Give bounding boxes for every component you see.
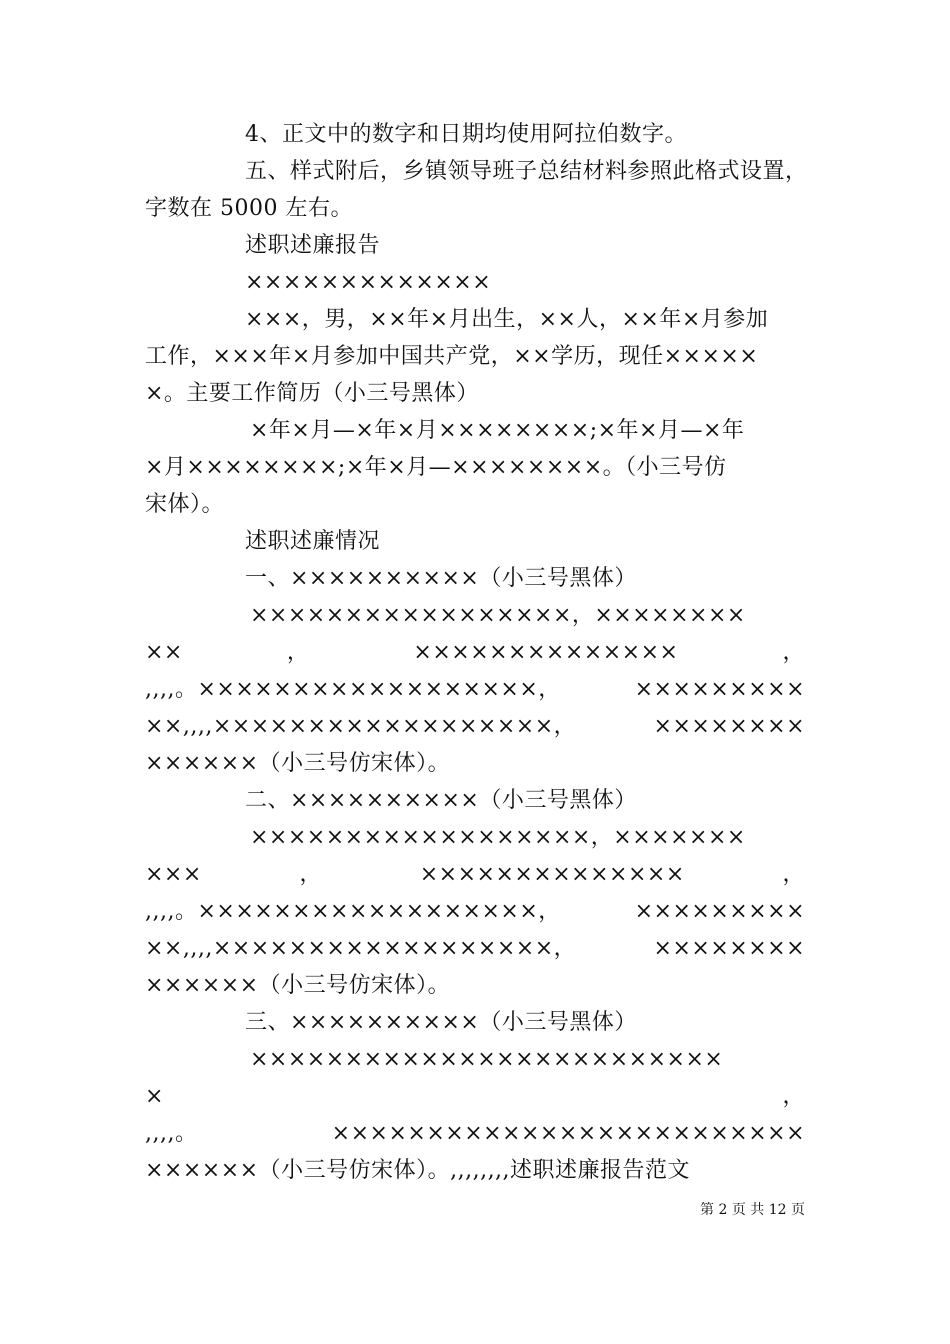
para-line: ×××，男，××年×月出生，××人，××年×月参加: [245, 307, 769, 332]
line-segment: ，: [286, 640, 310, 665]
section-heading-1: 一、××××××××××（小三号黑体）: [245, 566, 637, 591]
line-segment: ，: [782, 862, 805, 887]
line-segment: ××××××××: [653, 936, 805, 961]
line-segment: ××: [145, 640, 183, 665]
para-line: ×年×月—×年×月××××××××;×年×月—×年: [250, 418, 745, 443]
section-heading-3: 三、××××××××××（小三号黑体）: [245, 1010, 637, 1035]
para-line: [145, 675, 805, 705]
para-line: ×。主要工作简历（小三号黑体）: [145, 381, 479, 406]
page-footer: 第 2 页 共 12 页: [700, 1202, 805, 1218]
para-line: [145, 1082, 805, 1112]
line-segment: ,,,,。: [145, 1121, 198, 1146]
para-line: ××××××（小三号仿宋体）。: [145, 973, 451, 998]
para-line: 宋体）。: [145, 492, 225, 517]
para-line: ××××××××××××××××××，×××××××: [250, 825, 746, 850]
para-line: 字数在 5000 左右。: [145, 196, 353, 221]
line-segment: ×××××××××: [634, 899, 805, 924]
para-line: 4、正文中的数字和日期均使用阿拉伯数字。: [245, 122, 687, 147]
heading-report: 述职述廉报告: [245, 233, 381, 258]
para-line: 工作，×××年×月参加中国共产党，××学历，现任×××××: [145, 344, 759, 369]
line-segment: ，: [782, 640, 805, 665]
line-segment: ×××××××××: [634, 677, 805, 702]
line-segment: ×××××××××××××××××××××××××: [331, 1121, 805, 1146]
line-segment: ×: [145, 1084, 164, 1109]
para-line: ×××××××××××××××××，××××××××: [250, 603, 746, 628]
line-segment: ，: [299, 862, 323, 887]
para-line: ×月××××××××;×年×月—××××××××。（小三号仿: [145, 455, 727, 480]
para-line: [145, 638, 805, 668]
para-line: ××××××（小三号仿宋体）。,,,,,,,,述职述廉报告范文: [145, 1158, 691, 1183]
line-segment: ×××: [145, 862, 202, 887]
para-line: [145, 934, 805, 964]
para-line: ×××××××××××××××××××××××××: [250, 1047, 724, 1072]
line-segment: ,,,,。××××××××××××××××××，: [145, 899, 561, 924]
line-segment: ，: [782, 1084, 805, 1109]
line-segment: ××,,,,××××××××××××××××××，: [145, 714, 577, 739]
para-line: [145, 860, 805, 890]
para-line: 五、样式附后，乡镇领导班子总结材料参照此格式设置，: [245, 159, 808, 184]
line-segment: ××××××××: [653, 714, 805, 739]
line-segment: ××××××××××××××: [413, 640, 679, 665]
para-line: [145, 1119, 805, 1149]
section-heading-2: 二、××××××××××（小三号黑体）: [245, 788, 637, 813]
para-line: [145, 712, 805, 742]
line-segment: ××,,,,××××××××××××××××××，: [145, 936, 577, 961]
author-name: ×××××××××××××: [245, 270, 492, 295]
line-segment: ××××××××××××××: [419, 862, 685, 887]
line-segment: ,,,,。××××××××××××××××××，: [145, 677, 561, 702]
para-line: [145, 897, 805, 927]
heading-situation: 述职述廉情况: [245, 529, 381, 554]
para-line: ××××××（小三号仿宋体）。: [145, 751, 451, 776]
